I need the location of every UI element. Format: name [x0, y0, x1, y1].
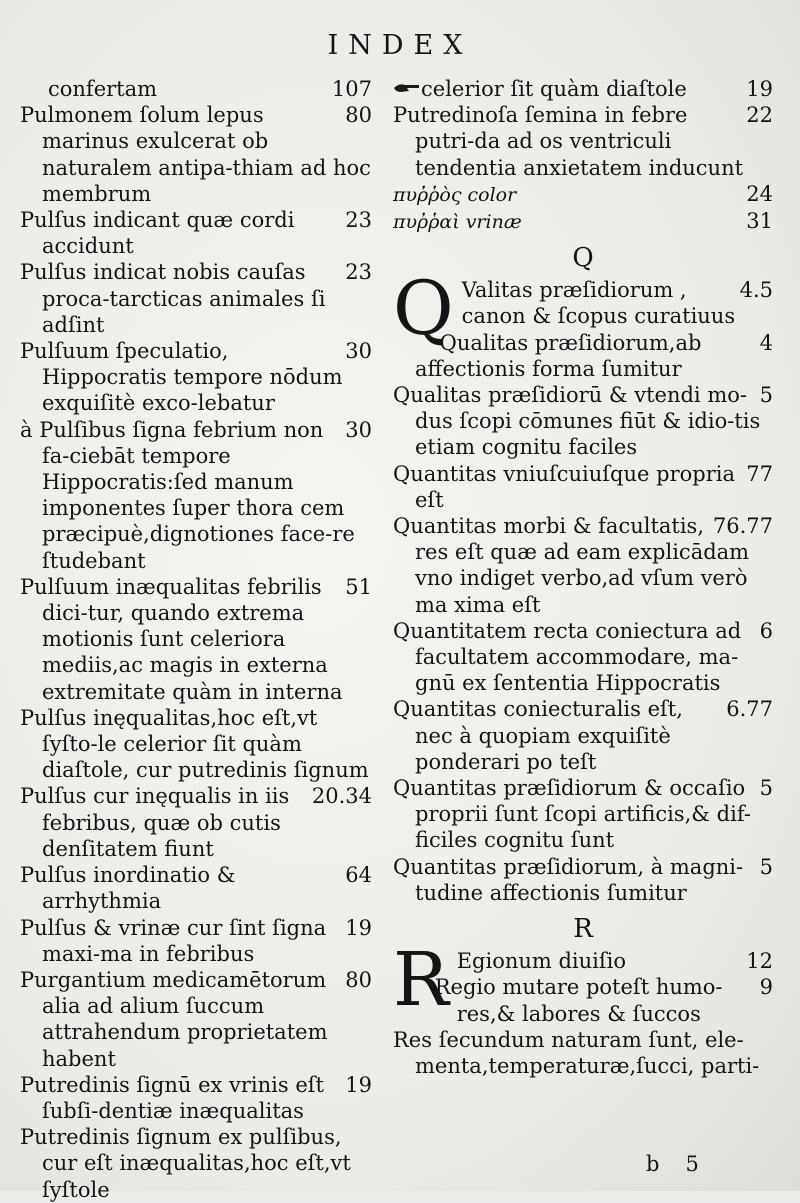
entry-page-ref: 6.77: [726, 697, 773, 722]
index-entry: [20, 417, 372, 574]
index-entry: [393, 513, 773, 618]
entry-page-ref: 19: [345, 915, 372, 940]
entry-text: Pulmonem ſolum lepus marinus exulcerat ob naturalem antipa-thiam ad hoc membrum: [20, 103, 371, 206]
entry-text: Pulſus indicat nobis cauſas proca-tarcticas animales ſi adſint: [20, 260, 326, 337]
right-column: [393, 76, 773, 1079]
entry-page-ref: 4.5: [739, 278, 773, 303]
entry-text: Res ſecundum naturam ſunt, ele-menta,temperaturæ,ſucci, parti-: [393, 1027, 760, 1078]
index-entry: [393, 461, 773, 513]
entry-page-ref: 24: [746, 181, 773, 206]
entry-text: Pulſuum ſpeculatio, Hippocratis tempore nōdum exquiſitè exco-lebatur: [20, 339, 343, 416]
entry-page-ref: 20.34: [311, 784, 372, 809]
index-entry: [393, 618, 773, 697]
entry-text: Egionum diuiſio: [456, 949, 627, 974]
entry-page-ref: 5: [759, 383, 773, 408]
entry-text: Pulſus indicant quæ cordi accidunt: [20, 208, 295, 259]
signature-number: 5: [685, 1152, 699, 1176]
entry-page-ref: 51: [345, 574, 372, 599]
index-entry: [20, 574, 372, 705]
entry-text: celerior ſit quàm diaſtole: [421, 77, 687, 101]
index-entry: [20, 338, 372, 417]
entry-page-ref: 6: [759, 618, 773, 643]
section-letter-r: R: [573, 914, 593, 945]
page-header: INDEX: [327, 30, 473, 61]
entry-text: Pulſus & vrinæ cur ſint ſigna maxi-ma in febribus: [20, 915, 327, 966]
entry-page-ref: 31: [746, 209, 773, 234]
entry-text: confertam: [48, 77, 158, 101]
entry-text: Quantitas morbi & facultatis, res eſt quæ ad eam explicādam vno indiget verbo,ad vſum verò ma xima eſt: [393, 514, 750, 617]
entry-text: Putredinoſa ſemina in febre putri-da ad os ventriculi tendentia anxietatem inducunt: [393, 103, 744, 180]
drop-cap: R: [393, 937, 449, 1024]
index-entry: [393, 854, 773, 906]
drop-cap: Q: [393, 266, 454, 353]
entry-text: Regio mutare poteſt humo-res,& labores & ſuccos: [434, 975, 723, 1026]
entry-page-ref: 107: [331, 77, 372, 101]
index-entry: [20, 862, 372, 914]
entry-page-ref: 80: [345, 103, 372, 128]
right-top-entries: [393, 76, 773, 235]
entry-text: Quantitas præſidiorum & occaſio proprii ſunt ſcopi artificis,& dif-ficiles cognitu ſunt: [393, 776, 751, 853]
entry-text: Quantitas coniecturalis eſt, nec à quopiam exquiſitè ponderari po teſt: [393, 697, 683, 774]
index-entry: [20, 102, 372, 207]
entry-text: Qualitas præſidiorum,ab affectionis forma ſumitur: [415, 330, 702, 381]
index-entry: [393, 208, 773, 235]
index-entry: [393, 775, 773, 854]
entry-text: πυῤῥὸς color: [393, 183, 517, 206]
index-entry: [393, 382, 773, 461]
index-entry: [20, 915, 372, 967]
index-entry: [393, 102, 773, 181]
signature-mark: [620, 1152, 699, 1176]
left-column: [20, 76, 372, 1203]
entry-text: πυῤῥαὶ vrinæ: [393, 211, 522, 234]
entry-page-ref: 77: [746, 461, 773, 486]
entry-text: Putredinis ſignum ex pulſibus, cur eſt inæqualitas,hoc eſt,vt ſyſtole: [20, 1125, 351, 1202]
section-letter-q: Q: [572, 243, 594, 274]
entry-text: Qualitas præſidiorū & vtendi mo-dus ſcopi cōmunes fiūt & idio-tis etiam cognitu faciles: [393, 383, 761, 460]
entry-text: Quantitas vniuſcuiuſque propria eſt: [393, 461, 735, 512]
entry-page-ref: 30: [345, 417, 372, 442]
index-entry: [20, 705, 372, 784]
q-entries: [393, 266, 773, 906]
index-entry: [20, 207, 372, 259]
entry-page-ref: 12: [746, 949, 773, 974]
entry-page-ref: 5: [759, 854, 773, 879]
signature-letter: b: [646, 1152, 660, 1176]
r-entries: [393, 937, 773, 1079]
index-entry: [20, 76, 372, 102]
entry-page-ref: 9: [759, 975, 773, 1000]
index-entry: [393, 974, 773, 1026]
entry-text: Pulſus cur inęqualis in iis febribus, quæ ob cutis denſitatem fiunt: [20, 784, 290, 861]
entry-page-ref: 30: [345, 339, 372, 364]
index-entry: [393, 1027, 773, 1079]
entry-text: Valitas præſidiorum , canon & ſcopus curatiuus: [461, 278, 736, 329]
entry-text: Purgantium medicamētorum alia ad alium ſuccum attrahendum proprietatem habent: [20, 967, 328, 1071]
entry-text: Pulſus inordinatio & arrhythmia: [20, 863, 236, 914]
entry-page-ref: 76.77: [712, 514, 773, 539]
entry-page-ref: 64: [345, 863, 372, 888]
index-entry: [393, 330, 773, 382]
entry-text: Quantitatem recta coniectura ad facultatem accommodare, ma-gnū ex ſententia Hippocratis: [393, 618, 742, 696]
entry-page-ref: 19: [746, 77, 773, 101]
index-entry: [393, 76, 773, 102]
entry-text: Pulſus inęqualitas,hoc eſt,vt ſyſto-le celerior ſit quàm diaſtole, cur putredinis ſignum: [20, 705, 369, 783]
entry-page-ref: 19: [345, 1072, 372, 1097]
index-entry: [393, 696, 773, 775]
entry-page-ref: 4: [759, 330, 773, 355]
entry-page-ref: 23: [345, 208, 372, 233]
index-entry: [20, 259, 372, 338]
entry-page-ref: 80: [345, 967, 372, 992]
entry-page-ref: 5: [759, 776, 773, 801]
entry-page-ref: 22: [746, 103, 773, 128]
entry-text: à Pulſibus ſigna febrium non fa-ciebāt tempore Hippocratis:ſed manum imponentes ſuper thora cem præcipuè,dignotiones face-re ſtudebant: [20, 417, 355, 573]
entry-text: Pulſuum inæqualitas febrilis dici-tur, quando extrema motionis ſunt celeriora mediis,ac magis in externa extremitate quàm in interna: [20, 574, 343, 704]
index-entry: [393, 266, 773, 353]
entry-text: Quantitas præſidiorum, à magni-tudine affectionis ſumitur: [393, 854, 744, 905]
entry-text: Putredinis ſignū ex vrinis eſt ſubſi-dentiæ inæqualitas: [20, 1072, 324, 1123]
index-entry: [20, 967, 372, 1072]
index-entry: [20, 1072, 372, 1124]
entry-page-ref: 23: [345, 260, 372, 285]
index-entry: [20, 783, 372, 862]
index-entry: [393, 181, 773, 208]
